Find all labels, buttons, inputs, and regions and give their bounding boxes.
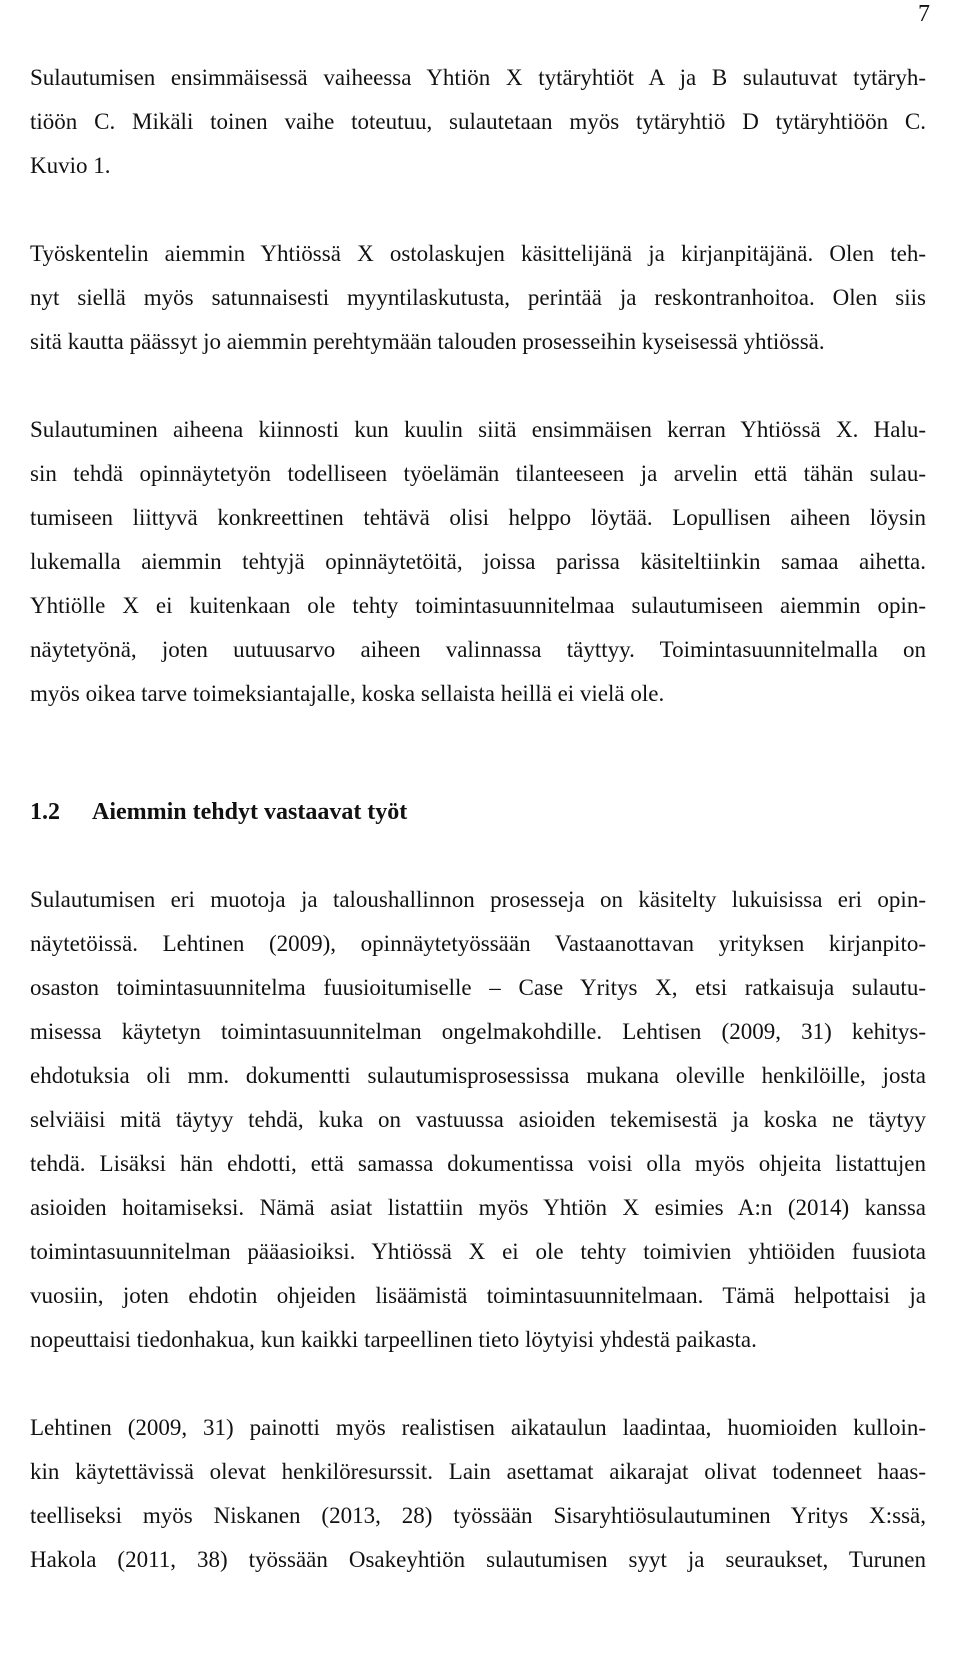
- paragraph-schedule: [30, 1406, 926, 1582]
- text-line: nopeuttaisi tiedonhakua, kun kaikki tarpeellinen tieto löytyisi yhdestä paikasta.: [30, 1327, 757, 1352]
- section-heading: [30, 790, 926, 834]
- text-line: sitä kautta päässyt jo aiemmin perehtymään talouden prosesseihin kyseisessä yhtiössä.: [30, 329, 825, 354]
- text-line: tiöön C. Mikäli toinen vaihe toteutuu, sulautetaan myös tytäryhtiö D tytäryhtiöön C.: [30, 109, 926, 134]
- text-line: nyt siellä myös satunnaisesti myyntilaskutusta, perintää ja reskontranhoitoa. Olen siis: [30, 285, 926, 310]
- text-line: Työskentelin aiemmin Yhtiössä X ostolaskujen käsittelijänä ja kirjanpitäjänä. Olen teh-: [30, 241, 926, 266]
- text-line: Sulautumisen ensimmäisessä vaiheessa Yhtiön X tytäryhtiöt A ja B sulautuvat tytäryh-: [30, 65, 926, 90]
- text-line: toimintasuunnitelman pääasioiksi. Yhtiössä X ei ole tehty toimivien yhtiöiden fuusiota: [30, 1239, 926, 1264]
- text-line: Sulautumisen eri muotoja ja taloushallinnon prosesseja on käsitelty lukuisissa eri opin-: [30, 887, 926, 912]
- text-line: misessa käytetyn toimintasuunnitelman ongelmakohdille. Lehtisen (2009, 31) kehitys-: [30, 1019, 926, 1044]
- text-line: kin käytettävissä olevat henkilöresurssit. Lain asettamat aikarajat olivat todenneet haas-: [30, 1459, 926, 1484]
- paragraph-merger-phases: [30, 56, 926, 188]
- text-line: ehdotuksia oli mm. dokumentti sulautumisprosessissa mukana oleville henkilöille, josta: [30, 1063, 926, 1088]
- text-line: Lehtinen (2009, 31) painotti myös realistisen aikataulun laadintaa, huomioiden kulloin-: [30, 1415, 926, 1440]
- text-line: selviäisi mitä täytyy tehdä, kuka on vastuussa asioiden tekemisestä ja koska ne täytyy: [30, 1107, 926, 1132]
- section-number: 1.2: [30, 799, 60, 825]
- text-line: tumiseen liittyvä konkreettinen tehtävä olisi helppo löytää. Lopullisen aiheen löysin: [30, 505, 926, 530]
- paragraph-work-background: [30, 232, 926, 364]
- text-line: osaston toimintasuunnitelma fuusioitumiselle – Case Yritys X, etsi ratkaisuja sulautu-: [30, 975, 926, 1000]
- text-line: asioiden hoitamiseksi. Nämä asiat listattiin myös Yhtiön X esimies A:n (2014) kanssa: [30, 1195, 926, 1220]
- text-line: näytetyönä, joten uutuusarvo aiheen valinnassa täyttyy. Toimintasuunnitelmalla on: [30, 637, 926, 662]
- text-line: näytetöissä. Lehtinen (2009), opinnäytetyössään Vastaanottavan yrityksen kirjanpito-: [30, 931, 926, 956]
- text-line: teelliseksi myös Niskanen (2013, 28) työssään Sisaryhtiösulautuminen Yritys X:ssä,: [30, 1503, 926, 1528]
- paragraph-topic-choice: [30, 408, 926, 716]
- text-line: vuosiin, joten ehdotin ohjeiden lisäämistä toimintasuunnitelmaan. Tämä helpottaisi ja: [30, 1283, 926, 1308]
- text-line: lukemalla aiemmin tehtyjä opinnäytetöitä, joissa parissa käsiteltiinkin samaa aihetta.: [30, 549, 926, 574]
- text-line: Sulautuminen aiheena kiinnosti kun kuulin siitä ensimmäisen kerran Yhtiössä X. Halu-: [30, 417, 926, 442]
- text-line: Hakola (2011, 38) työssään Osakeyhtiön sulautumisen syyt ja seuraukset, Turunen: [30, 1547, 926, 1572]
- text-line: sin tehdä opinnäytetyön todelliseen työelämän tilanteeseen ja arvelin että tähän sulau-: [30, 461, 926, 486]
- document-body: [30, 56, 926, 1582]
- section-title: Aiemmin tehdyt vastaavat työt: [92, 799, 408, 825]
- text-line: Kuvio 1.: [30, 153, 111, 178]
- page-number: 7: [918, 1, 930, 27]
- paragraph-previous-works: [30, 878, 926, 1362]
- text-line: tehdä. Lisäksi hän ehdotti, että samassa dokumentissa voisi olla myös ohjeita listattujen: [30, 1151, 926, 1176]
- text-line: myös oikea tarve toimeksiantajalle, koska sellaista heillä ei vielä ole.: [30, 681, 665, 706]
- text-line: Yhtiölle X ei kuitenkaan ole tehty toimintasuunnitelmaa sulautumiseen aiemmin opin-: [30, 593, 926, 618]
